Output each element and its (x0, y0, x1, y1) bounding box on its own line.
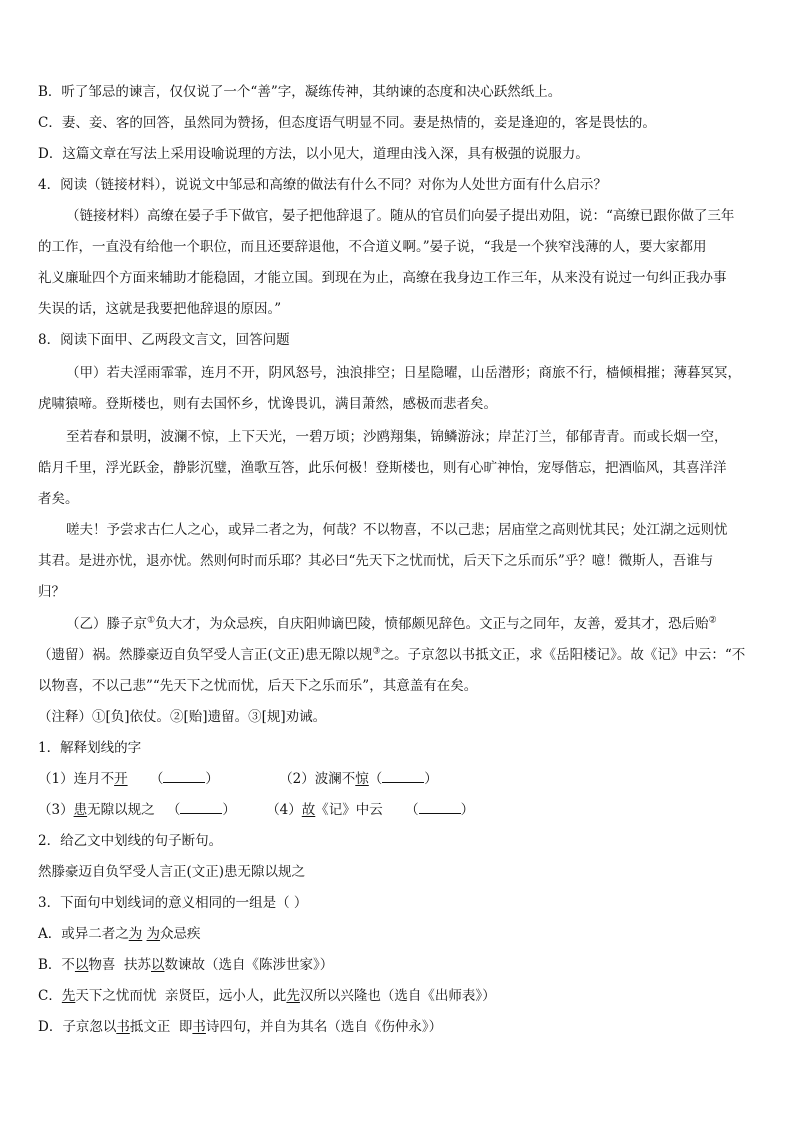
option-a-text: A．或异二者之 (38, 926, 129, 942)
footnote-marker-1: ① (147, 615, 156, 626)
answer-blank-2[interactable] (382, 770, 424, 783)
item-4-underlined: 故 (301, 802, 316, 818)
sub-question-2-stem: 2．给乙文中划线的句子断句。 (38, 833, 223, 849)
sub-question-1-row1 (38, 769, 758, 789)
sub-question-3-option-a (38, 924, 758, 944)
option-c-rest: 汉所以兴隆也（选自《出师表》） (299, 988, 496, 1004)
question-8-stem: 8．阅读下面甲、乙两段文言文，回答问题 (38, 332, 290, 348)
item-1-text: （1）连月不 (38, 771, 115, 787)
passage-yi-line2 (38, 645, 758, 665)
passage-jia-para3-line2: 其君。是进亦忧，退亦忧。然则何时而乐耶？其必曰“先天下之忧而忧，后天下之乐而乐”乎？噫！微斯人，吾谁与 (38, 553, 714, 569)
item-2-underlined: 惊 (355, 771, 369, 787)
passage-jia-para3-line1: 嗟夫！予尝求古仁人之心，或异二者之为，何哉？不以物喜，不以己悲；居庙堂之高则忧其民；处江湖之远则忧 (66, 522, 728, 538)
footnote-marker-3: ③ (372, 646, 381, 657)
item-2-close: ） (424, 771, 438, 787)
item-3-rest: 无隙以规之 (87, 802, 155, 818)
option-a-underlined-1: 为 (128, 926, 143, 942)
item-3-open: （ (166, 802, 181, 818)
option-c-underlined-1: 先 (61, 988, 76, 1004)
link-material-line-2: 的工作，一直没有给他一个职位，而且还要辞退他，不合道义啊。”晏子说，“我是一个狭窄浅薄的人，要大家都用 (38, 239, 707, 255)
item-2-text: （2）波澜不 (279, 771, 356, 787)
item-1-close: ） (205, 771, 219, 787)
item-4-text: （4） (266, 802, 302, 818)
option-c: C．妻、妾、客的回答，虽然同为赞扬，但态度语气明显不同。妻是热情的，妾是逢迎的，客是畏怯的。 (38, 115, 656, 131)
sub-question-3-option-b (38, 955, 758, 975)
option-a-underlined-2: 为 (146, 926, 161, 942)
option-c-underlined-2: 先 (286, 988, 300, 1004)
option-b-rest: 数谏故（选自《陈涉世家》） (164, 957, 334, 973)
footnote-marker-2: ② (708, 615, 717, 626)
item-1-underlined: 开 (114, 771, 128, 787)
sub-question-1-stem: 1．解释划线的字 (38, 740, 142, 756)
passage-yi-line3: 以物喜，不以己悲”“先天下之忧而忧，后天下之乐而乐”，其意盖有在矣。 (38, 678, 478, 694)
answer-blank-3[interactable] (180, 801, 222, 814)
item-4-rest: 《记》中云 (315, 802, 383, 818)
option-b-mid: 物喜 扶苏 (88, 957, 152, 973)
passage-yi-line1 (66, 614, 758, 634)
item-3-close: ） (222, 802, 236, 818)
answer-blank-1[interactable] (163, 770, 205, 783)
link-material-line-3: 礼义廉耻四个方面来辅助才能稳固，才能立国。到现在为止，高缭在我身边工作三年，从来没有说过一句纠正我办事 (38, 270, 727, 286)
option-b-text: B．不 (38, 957, 75, 973)
option-d-rest: 诗四句，并自为其名（选自《伤仲永》） (205, 1019, 443, 1035)
answer-blank-4[interactable] (419, 801, 461, 814)
option-a-rest: 众忌疾 (160, 926, 201, 942)
item-4-open: （ (405, 802, 419, 818)
passage-yi-text-b: 负大才，为众忌疾，自庆阳帅谪巴陵，愤郁颇见辞色。文正与之同年，友善，爱其才，恐后贻 (155, 616, 709, 632)
sub-question-3-option-d (38, 1017, 758, 1037)
passage-jia-para2-line2: 皓月千里，浮光跃金，静影沉璧，渔歌互答，此乐何极！登斯楼也，则有心旷神怡，宠辱偕忘，把酒临风，其喜洋洋 (38, 460, 727, 476)
passage-jia-para3-line3: 归？ (38, 584, 65, 600)
option-b-underlined-1: 以 (74, 957, 89, 973)
passage-yi-text-a: （乙）滕子京 (66, 616, 147, 632)
option-b-underlined-2: 以 (151, 957, 165, 973)
sub-question-3-option-c: C．先天下之忧而忧 亲贤臣，远小人，此先汉所以兴隆也（选自《出师表》） (38, 988, 496, 1004)
link-material-line-1: （链接材料）高缭在晏子手下做官，晏子把他辞退了。随从的官员们向晏子提出劝阻，说：“高缭已跟你做了三年 (66, 208, 735, 224)
passage-jia-para1-line2: 虎啸猿啼。登斯楼也，则有去国怀乡，忧谗畏讥，满目萧然，感极而悲者矣。 (38, 396, 497, 412)
annotation-note: （注释）①[负]依仗。②[贻]遗留。③[规]劝诫。 (38, 709, 327, 725)
option-d-underlined-2: 书 (192, 1019, 206, 1035)
option-c-mid: 天下之忧而忧 亲贤臣，远小人，此 (75, 988, 287, 1004)
sub-question-2-sentence: 然滕豪迈自负罕受人言正(文正)患无隙以规之 (38, 864, 306, 880)
item-3-text: （3） (38, 802, 74, 818)
question-4-stem: 4．阅读（链接材料），说说文中邹忌和高缭的做法有什么不同？对你为人处世方面有什么启示？ (38, 177, 607, 193)
item-2-open: （ (368, 771, 383, 787)
passage-jia-para2-line3: 者矣。 (38, 491, 79, 507)
option-d-mid: 抵文正 即 (129, 1019, 193, 1035)
passage-yi-text-d: 之。子京忽以书抵文正，求《岳阳楼记》。故《记》中云：“不 (380, 647, 746, 663)
item-3-underlined: 患 (73, 802, 88, 818)
sub-question-3-stem: 3．下面句中划线词的意义相同的一组是（ ） (38, 895, 308, 911)
option-d: D．这篇文章在写法上采用设喻说理的方法，以小见大，道理由浅入深，具有极强的说服力。 (38, 146, 589, 162)
option-d-underlined-1: 书 (116, 1019, 130, 1035)
item-4-close: ） (460, 802, 475, 818)
option-b: B．听了邹忌的谏言，仅仅说了一个“善”字，凝练传神，其纳谏的态度和决心跃然纸上。 (38, 84, 562, 100)
passage-jia-para1-line1: （甲）若夫淫雨霏霏，连月不开，阴风怒号，浊浪排空；日星隐曜，山岳潜形；商旅不行，樯倾楫摧；薄暮冥冥， (66, 365, 741, 381)
passage-yi-text-c: （遗留）祸。然滕豪迈自负罕受人言正(文正)患无隙以规 (38, 647, 373, 663)
item-1-open: （ (149, 771, 164, 787)
sub-question-1-row2 (38, 800, 758, 820)
option-d-text: D．子京忽以 (38, 1019, 117, 1035)
passage-jia-para2-line1: 至若春和景明，波澜不惊，上下天光，一碧万顷；沙鸥翔集，锦鳞游泳；岸芷汀兰，郁郁青青。而或长烟一空， (66, 429, 728, 445)
link-material-line-4: 失误的话，这就是我要把他辞退的原因。” (38, 301, 282, 317)
